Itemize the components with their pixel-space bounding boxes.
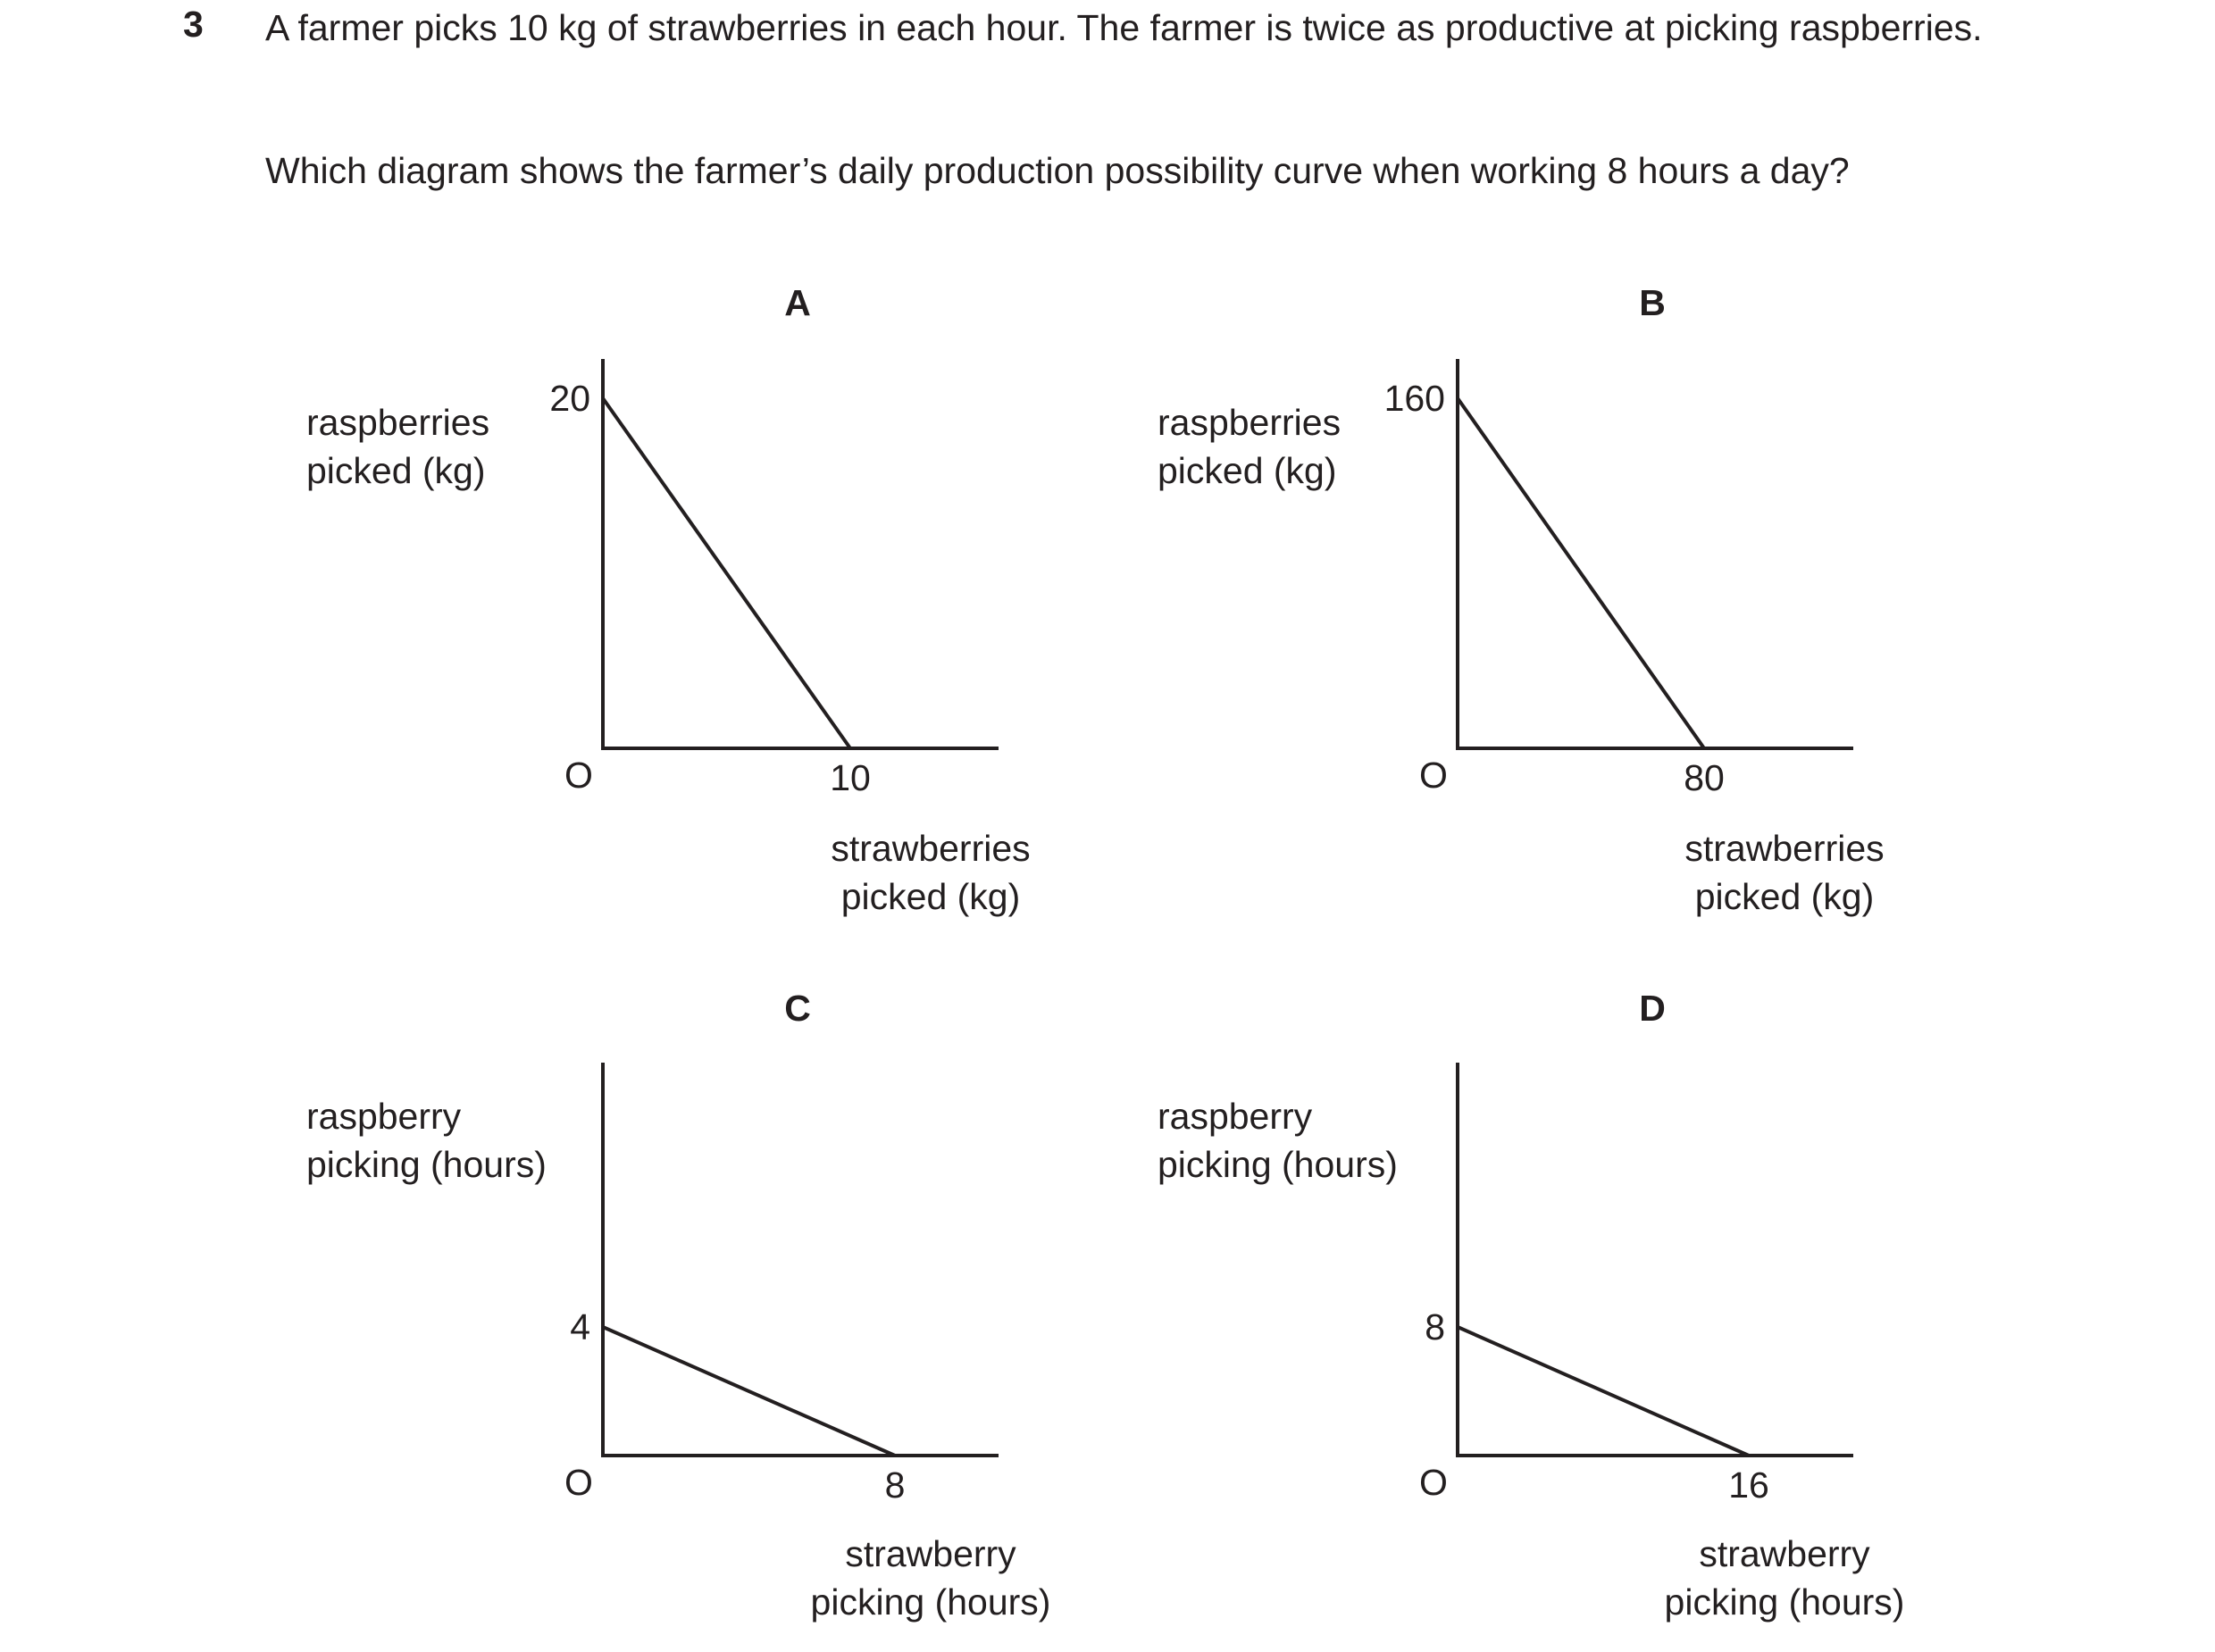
y-axis-label-line: picked (kg) [1158,450,1337,491]
x-axis-label-line: strawberry [845,1533,1016,1574]
y-axis-label-line: picking (hours) [306,1144,547,1185]
question-prompt: Which diagram shows the farmer’s daily production possibility curve when working 8 hours a day? [265,150,1850,191]
x-tick-label: 10 [830,757,871,798]
y-axis-label [306,402,489,491]
y-axis-label [1158,1096,1398,1185]
y-axis-label-line: raspberries [1158,402,1342,443]
diagram-c [306,988,1050,1623]
diagram-b [1158,282,1885,917]
axes [603,359,999,748]
y-axis-label-line: picking (hours) [1158,1144,1398,1185]
panel-label: A [784,282,811,323]
panel-label: B [1639,282,1666,323]
x-tick-label: 8 [884,1464,906,1506]
axes [1458,359,1853,748]
x-axis-label [1684,828,1884,917]
y-axis-label [306,1096,547,1185]
panel-label: C [784,988,811,1029]
diagram-d [1158,988,1904,1623]
x-axis-label [1665,1533,1905,1623]
origin-label: O [1419,755,1448,796]
y-axis-label-line: raspberry [306,1096,462,1137]
y-axis-label-line: raspberries [306,402,490,443]
axes [1458,1063,1853,1456]
y-tick-label: 20 [549,378,590,419]
x-axis-label-line: strawberries [1684,828,1885,869]
question-number: 3 [183,4,204,45]
y-axis-label [1158,402,1341,491]
y-axis-label-line: picked (kg) [306,450,486,491]
x-axis-label-line: strawberries [831,828,1031,869]
origin-label: O [564,1462,593,1503]
x-axis-label-line: picking (hours) [810,1581,1051,1623]
ppc-line [603,398,850,748]
origin-label: O [564,755,593,796]
x-axis-label-line: picking (hours) [1664,1581,1905,1623]
origin-label: O [1419,1462,1448,1503]
x-axis-label-line: strawberry [1699,1533,1870,1574]
y-tick-label: 160 [1383,378,1445,419]
y-axis-label-line: raspberry [1158,1096,1313,1137]
panel-label: D [1639,988,1666,1029]
diagram-a [306,282,1031,917]
y-tick-label: 4 [570,1306,590,1347]
question-stem: A farmer picks 10 kg of strawberries in each hour. The farmer is twice as productive at picking raspberries. [265,7,1983,48]
x-axis-label-line: picked (kg) [1694,876,1875,917]
y-tick-label: 8 [1425,1306,1445,1347]
x-axis-label [831,828,1030,917]
x-tick-label: 80 [1684,757,1725,798]
x-axis-label-line: picked (kg) [840,876,1021,917]
ppc-line [603,1327,895,1456]
x-axis-label [811,1533,1051,1623]
ppc-line [1458,398,1704,748]
axes [603,1063,999,1456]
ppc-line [1458,1327,1749,1456]
x-tick-label: 16 [1728,1464,1769,1506]
